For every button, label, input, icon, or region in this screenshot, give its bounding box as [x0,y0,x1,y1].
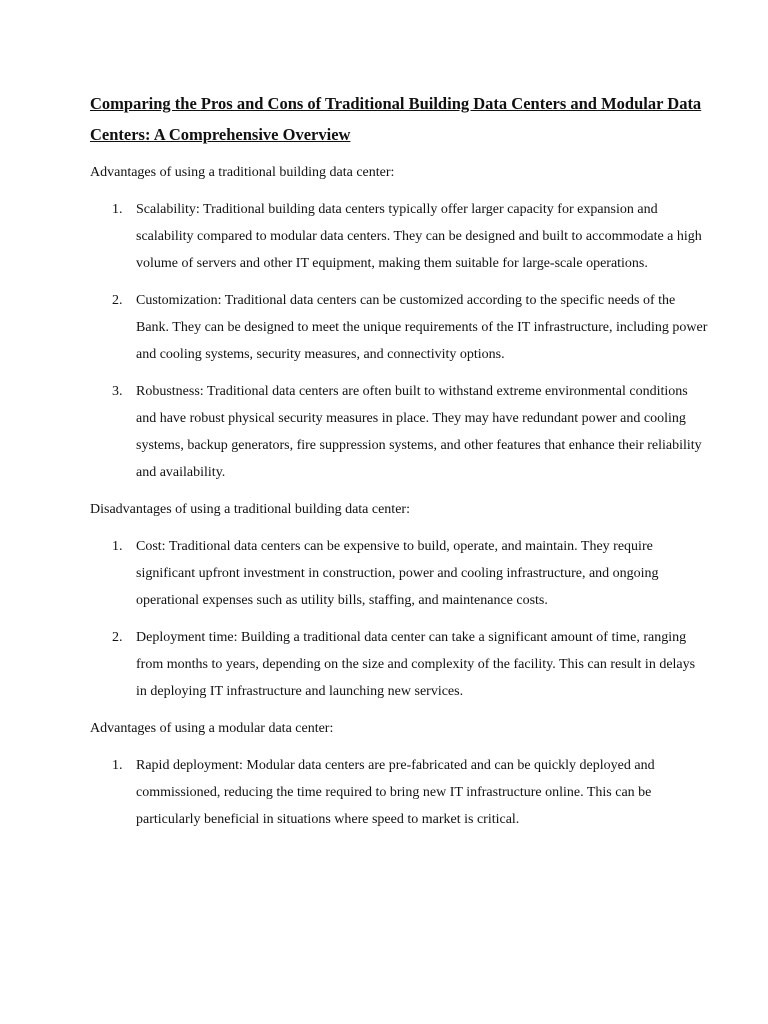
list-item-text: Scalability: Traditional building data centers typically offer larger capacity for expansion and scalability compared to modular data centers. They can be designed and built to accommodate a high volume of servers and other IT equipment, making them suitable for large-scale operations. [136,202,702,271]
list-item [90,533,708,614]
list-item [90,752,708,833]
list-item [90,287,708,368]
list-item [90,378,708,486]
section-heading-modular-advantages: Advantages of using a modular data center: [90,721,334,736]
list-item [90,624,708,705]
list-item-text: Customization: Traditional data centers can be customized according to the specific needs of the Bank. They can be designed to meet the unique requirements of the IT infrastructure, including power and cooling systems, security measures, and connectivity options. [136,293,708,362]
document-title: Comparing the Pros and Cons of Traditional Building Data Centers and Modular Data Centers: A Comprehensive Overview [90,94,702,144]
list-item-number: 1. [112,758,123,773]
list-item-number: 2. [112,630,123,645]
section-heading-traditional-disadvantages: Disadvantages of using a traditional building data center: [90,502,410,517]
list-item-text: Rapid deployment: Modular data centers are pre-fabricated and can be quickly deployed and commissioned, reducing the time required to bring new IT infrastructure online. This can be particularly beneficial in situations where speed to market is critical. [136,758,655,827]
section-heading-traditional-advantages: Advantages of using a traditional building data center: [90,165,395,180]
list-item-text: Deployment time: Building a traditional data center can take a significant amount of time, ranging from months to years, depending on the size and complexity of the facility. This can result in delays in deploying IT infrastructure and launching new services. [136,630,696,699]
list-item-number: 1. [112,539,123,554]
list-item-number: 2. [112,293,123,308]
list-modular-advantages [90,752,708,833]
list-item-text: Cost: Traditional data centers can be expensive to build, operate, and maintain. They require significant upfront investment in construction, power and cooling infrastructure, and ongoing operational expenses such as utility bills, staffing, and maintenance costs. [136,539,659,608]
list-item [90,196,708,277]
list-item-text: Robustness: Traditional data centers are often built to withstand extreme environmental conditions and have robust physical security measures in place. They may have redundant power and cooling systems, backup generators, fire suppression systems, and other features that enhance their reliability and availability. [136,384,702,480]
list-item-number: 1. [112,202,123,217]
list-traditional-advantages [90,196,708,486]
list-traditional-disadvantages [90,533,708,705]
list-item-number: 3. [112,384,123,399]
